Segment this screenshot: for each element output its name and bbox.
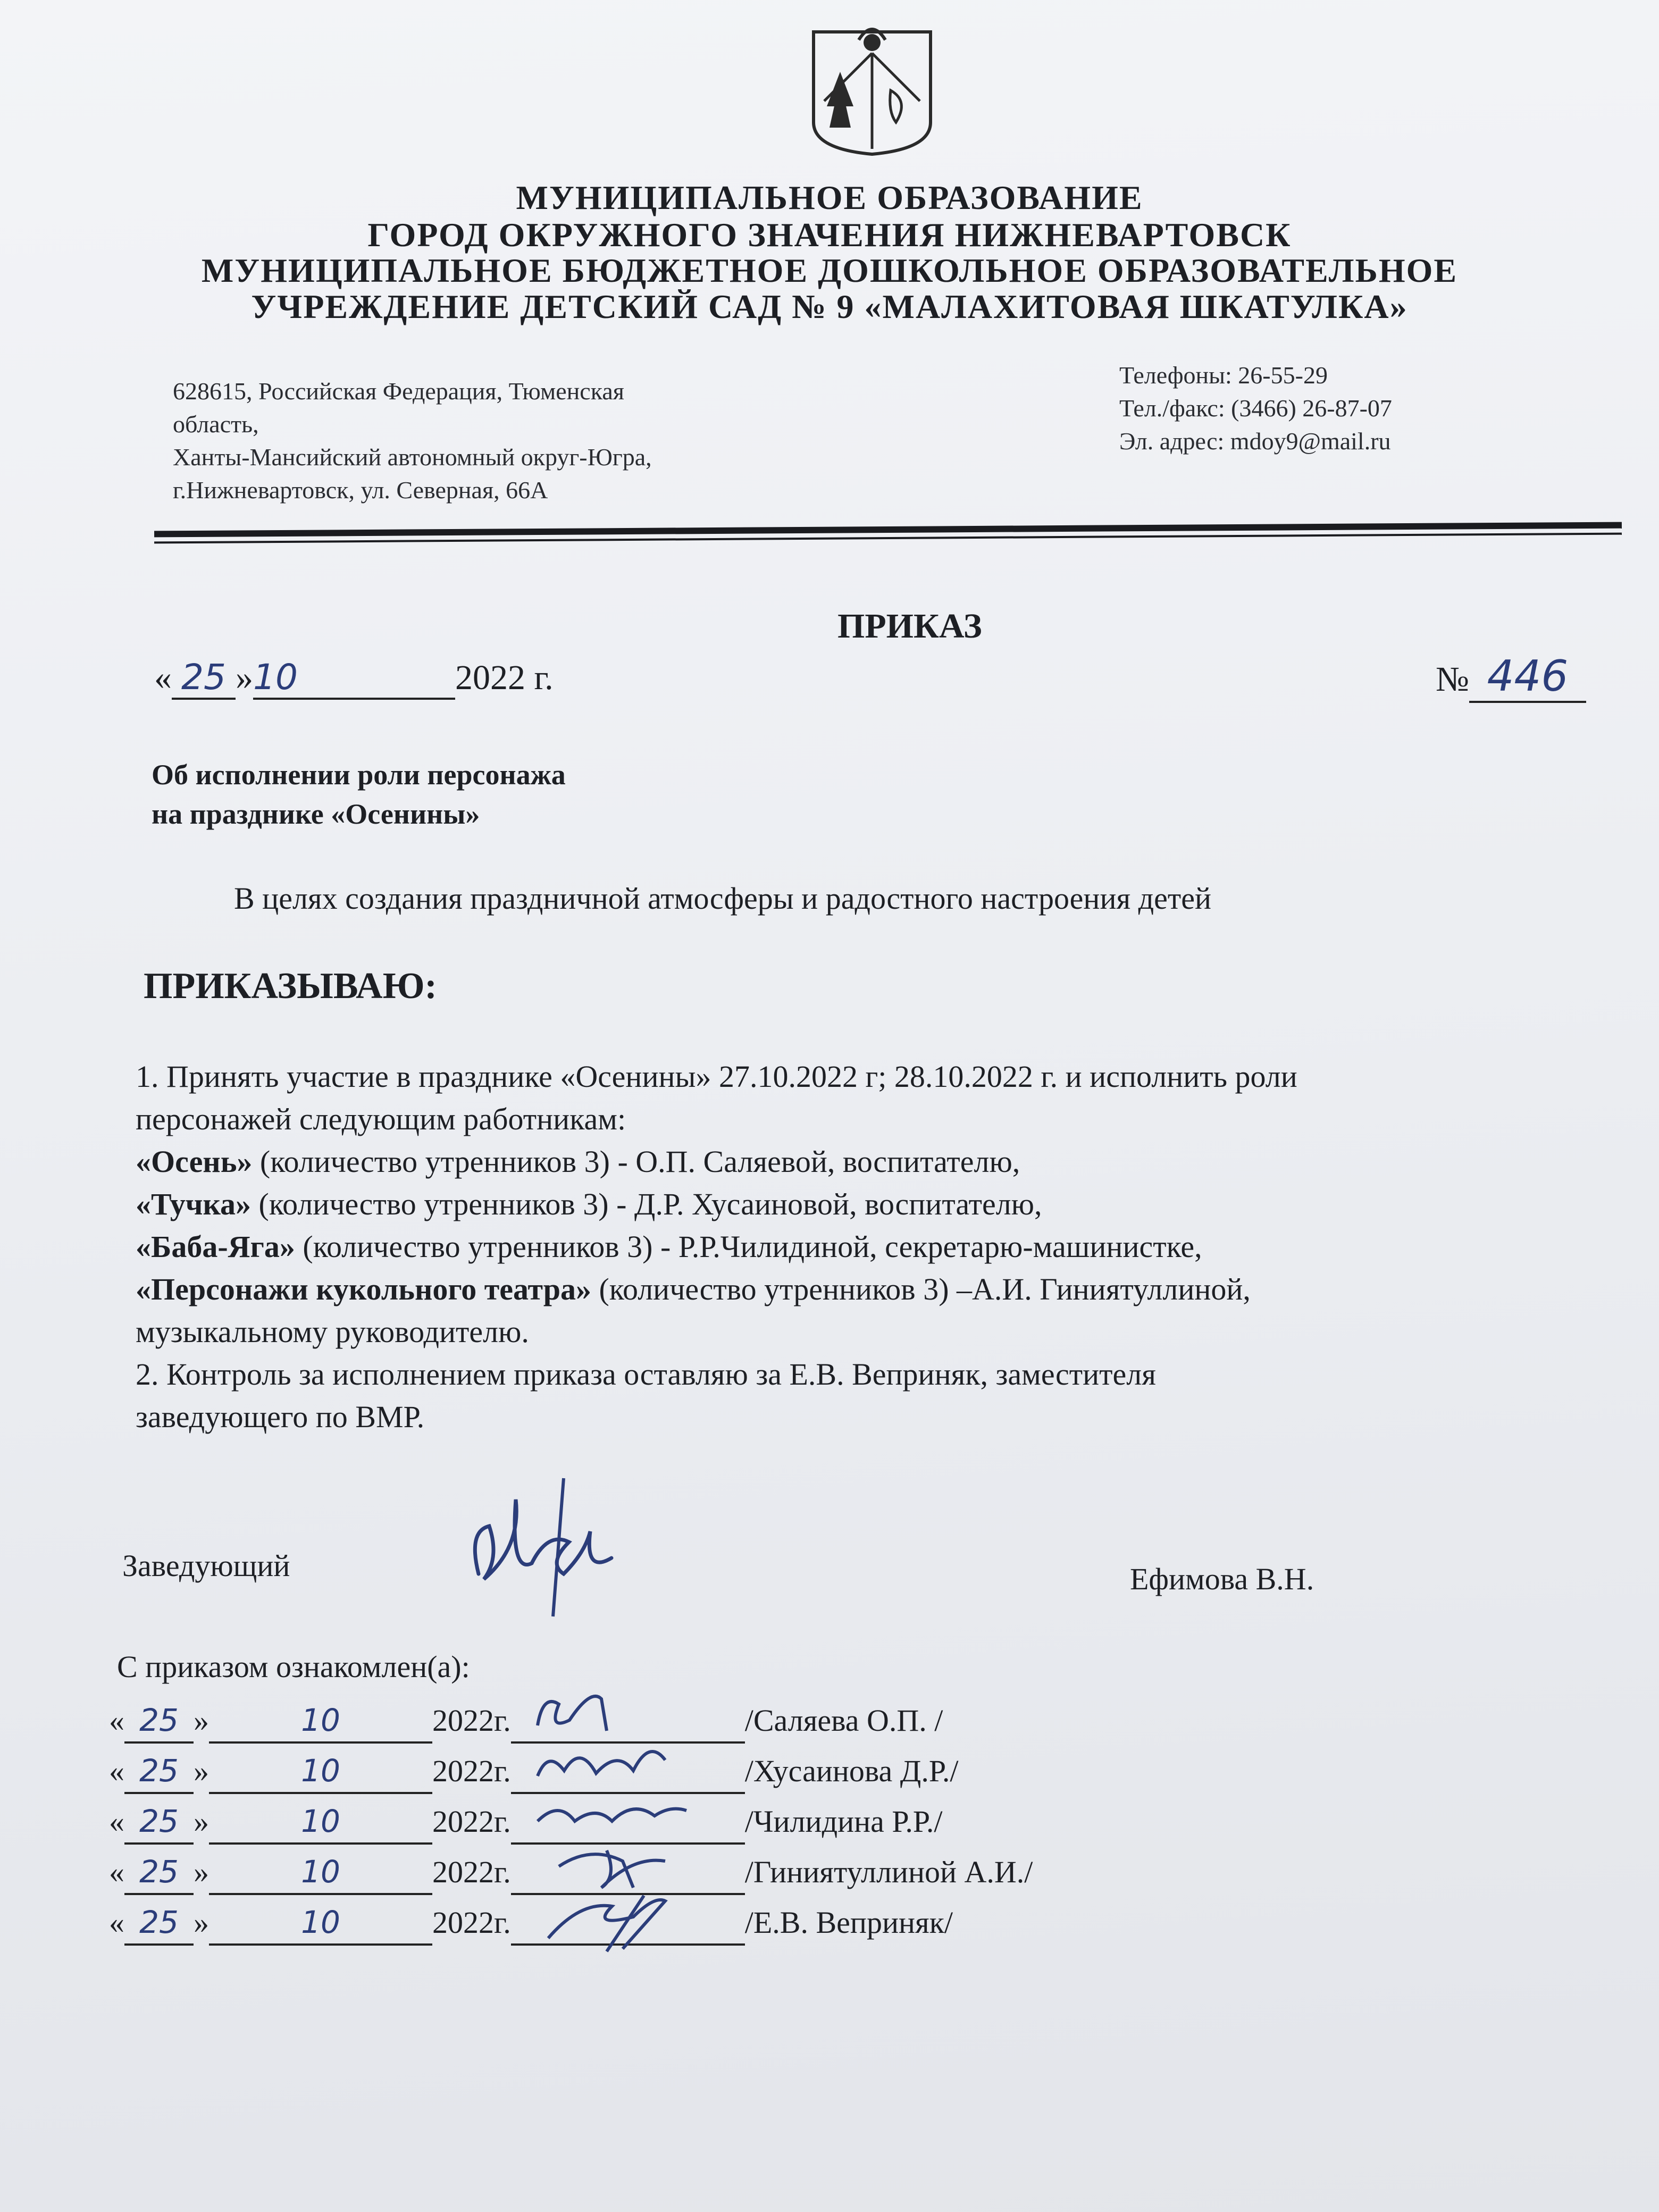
row-year: 2022г.	[432, 1754, 511, 1788]
header-line-2: ГОРОД ОКРУЖНОГО ЗНАЧЕНИЯ НИЖНЕВАРТОВСК	[367, 216, 1292, 254]
order-date	[154, 657, 554, 700]
row-day: 25	[124, 1749, 194, 1794]
date-day: 25	[172, 657, 236, 700]
address-line: Ханты-Мансийский автономный округ-Югра,	[173, 443, 652, 471]
item-1-line-1: 1. Принять участие в празднике «Осенины» 27.10.2022 г; 28.10.2022 г. и исполнить роли	[136, 1059, 1297, 1094]
role-line	[136, 1141, 1640, 1183]
contact-line: Тел./факс: (3466) 26-87-07	[1119, 395, 1392, 422]
contact-line: Эл. адрес: mdoy9@mail.ru	[1119, 428, 1391, 455]
director-signature-icon	[457, 1468, 627, 1627]
handwritten-signature-icon	[527, 1880, 697, 1954]
item-2-line-2: заведующего по ВМР.	[136, 1400, 425, 1434]
signature-name: Ефимова В.Н.	[1130, 1562, 1314, 1596]
order-subject	[152, 755, 566, 834]
row-month: 10	[209, 1850, 432, 1895]
command-heading: ПРИКАЗЫВАЮ:	[144, 966, 437, 1007]
row-day: 25	[124, 1800, 194, 1845]
order-number	[1436, 651, 1586, 703]
contact-line: Телефоны: 26-55-29	[1119, 362, 1328, 389]
number-value: 446	[1469, 651, 1586, 703]
row-day: 25	[124, 1901, 194, 1946]
header-line-1: МУНИЦИПАЛЬНОЕ ОБРАЗОВАНИЕ	[516, 179, 1143, 216]
row-name: /Саляева О.П. /	[744, 1703, 943, 1738]
date-quote-close: »	[236, 658, 253, 697]
subject-line: на празднике «Осенины»	[152, 798, 480, 830]
role-details: (количество утренников 3) - Д.Р. Хусаиновой, воспитателю,	[251, 1187, 1042, 1221]
role-tail: музыкальному руководителю.	[136, 1314, 529, 1349]
row-name: /Е.В. Веприняк/	[744, 1905, 953, 1940]
row-signature	[511, 1912, 745, 1946]
acquaintance-row: « 25 » 10 2022г. /Е.В. Веприняк/	[109, 1901, 953, 1946]
role-details: (количество утренников 3) –А.И. Гиниятуллиной,	[591, 1272, 1251, 1306]
acquaintance-row: « 25 » 10 2022г. /Чилидина Р.Р./	[109, 1800, 943, 1845]
date-year: 2022 г.	[455, 658, 554, 697]
date-quote-open: «	[154, 658, 172, 697]
acquaintance-row: « 25 » 10 2022г. /Саляева О.П. /	[109, 1699, 943, 1744]
row-year: 2022г.	[432, 1804, 511, 1839]
role-name: «Баба-Яга»	[136, 1229, 295, 1264]
order-items	[136, 1055, 1640, 1438]
item-2-line-1: 2. Контроль за исполнением приказа оставляю за Е.В. Веприняк, заместителя	[136, 1357, 1156, 1392]
city-emblem-icon	[803, 21, 941, 160]
row-year: 2022г.	[432, 1703, 511, 1738]
row-year: 2022г.	[432, 1905, 511, 1940]
row-year: 2022г.	[432, 1855, 511, 1889]
acquainted-heading: С приказом ознакомлен(а):	[117, 1649, 470, 1684]
role-details: (количество утренников 3) - О.П. Саляевой, воспитателю,	[252, 1144, 1020, 1179]
contacts-block	[1119, 359, 1392, 458]
acquaintance-row: « 25 » 10 2022г. /Гиниятуллиной А.И./	[109, 1850, 1033, 1895]
address-line: область,	[173, 410, 259, 438]
row-name: /Гиниятуллиной А.И./	[744, 1855, 1033, 1889]
role-details: (количество утренников 3) - Р.Р.Чилидиной, секретарю-машинистке,	[295, 1229, 1202, 1264]
signature-position: Заведующий	[122, 1548, 290, 1583]
role-line	[136, 1268, 1640, 1311]
address-line: 628615, Российская Федерация, Тюменская	[173, 378, 624, 405]
row-day: 25	[124, 1699, 194, 1744]
acquaintance-row: « 25 » 10 2022г. /Хусаинова Д.Р./	[109, 1749, 958, 1794]
header-line-3: МУНИЦИПАЛЬНОЕ БЮДЖЕТНОЕ ДОШКОЛЬНОЕ ОБРАЗОВАТЕЛЬНОЕ	[201, 252, 1458, 289]
row-month: 10	[209, 1699, 432, 1744]
role-name: «Осень»	[136, 1144, 253, 1179]
date-month: 10	[253, 657, 455, 700]
preamble-text: В целях создания праздничной атмосферы и радостного настроения детей	[234, 881, 1212, 916]
row-name: /Чилидина Р.Р./	[744, 1804, 943, 1839]
role-line	[136, 1183, 1640, 1226]
role-name: «Тучка»	[136, 1187, 252, 1221]
row-day: 25	[124, 1850, 194, 1895]
row-month: 10	[209, 1749, 432, 1794]
item-1-line-2: персонажей следующим работникам:	[136, 1102, 626, 1136]
role-name: «Персонажи кукольного театра»	[136, 1272, 591, 1306]
row-month: 10	[209, 1800, 432, 1845]
header-line-4: УЧРЕЖДЕНИЕ ДЕТСКИЙ САД № 9 «МАЛАХИТОВАЯ ШКАТУЛКА»	[251, 288, 1408, 325]
order-title: ПРИКАЗ	[837, 607, 982, 646]
row-name: /Хусаинова Д.Р./	[744, 1754, 959, 1788]
row-month: 10	[209, 1901, 432, 1946]
number-prefix: №	[1436, 660, 1469, 699]
address-block	[173, 375, 652, 507]
address-line: г.Нижневартовск, ул. Северная, 66А	[173, 476, 548, 504]
role-line	[136, 1226, 1640, 1268]
subject-line: Об исполнении роли персонажа	[152, 759, 566, 791]
